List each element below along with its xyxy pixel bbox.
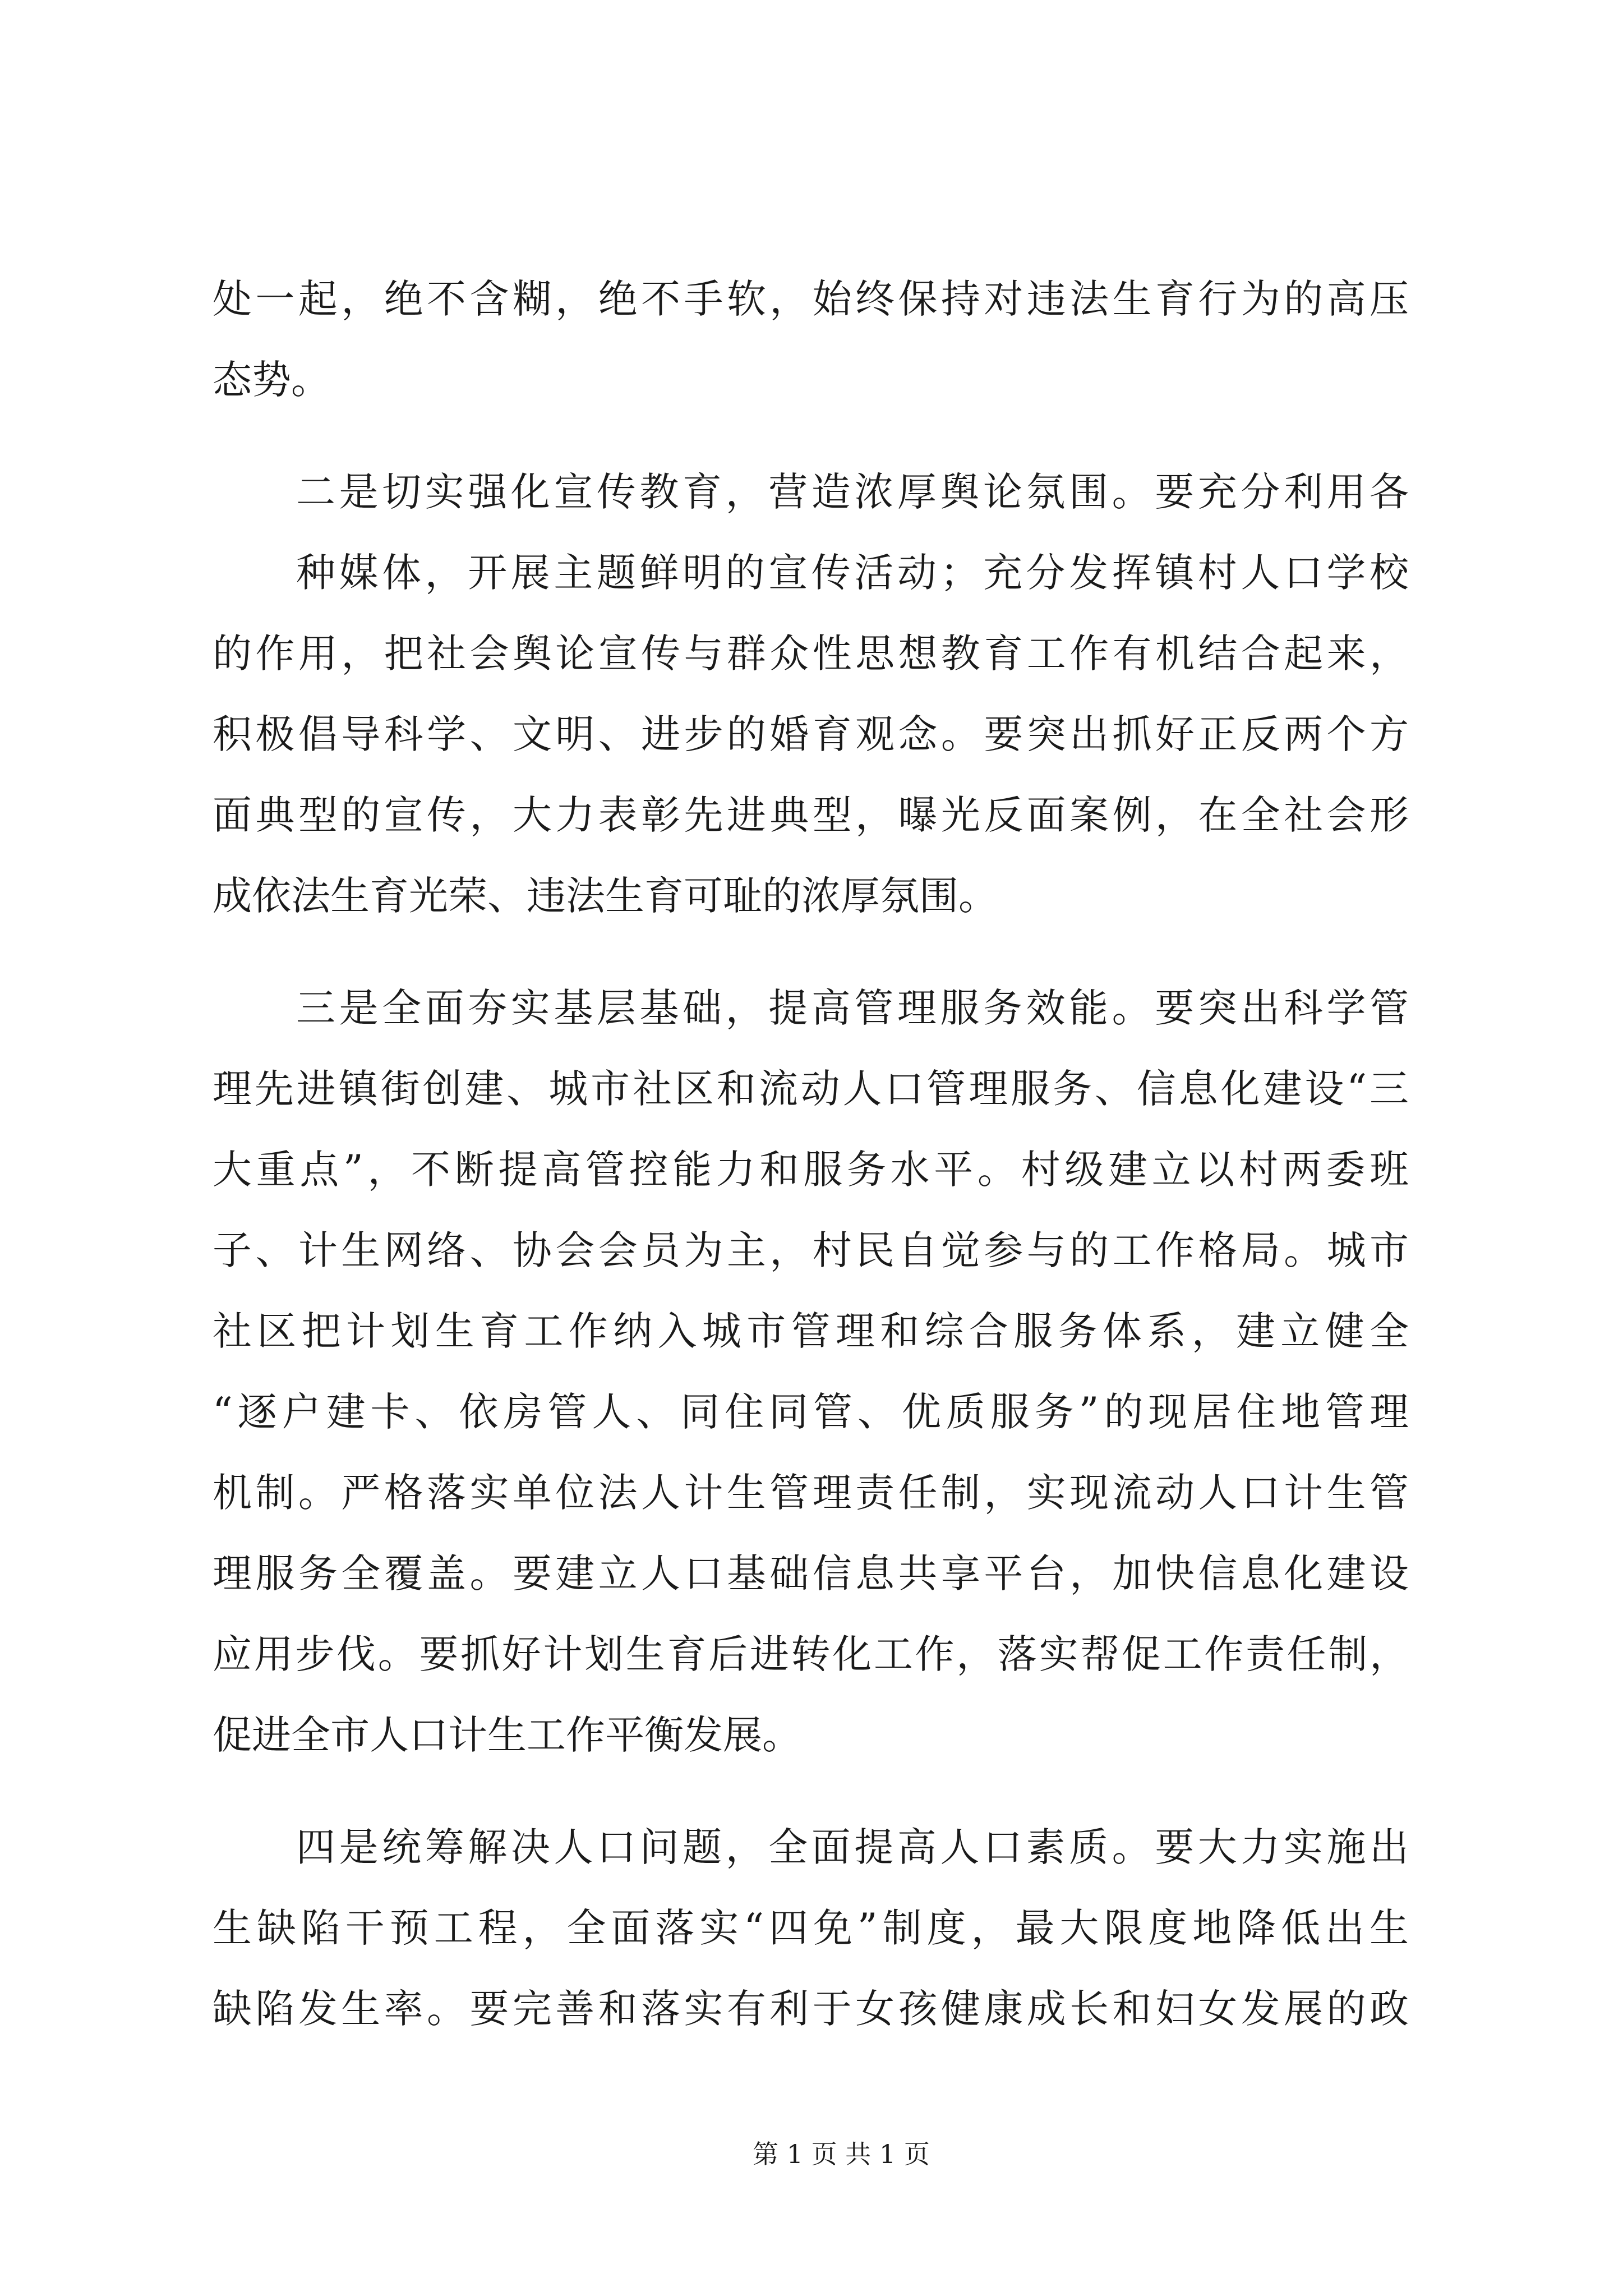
text-line: 缺陷发生率。要完善和落实有利于女孩健康成长和妇女发展的政 [213, 1986, 1409, 2032]
paragraph [213, 259, 1409, 420]
text-line: 的作用，把社会舆论宣传与群众性思想教育工作有机结合起来， [213, 631, 1409, 677]
text-line: “逐户建卡、依房管人、同住同管、优质服务”的现居住地管理 [213, 1389, 1409, 1435]
text-line: 理服务全覆盖。要建立人口基础信息共享平台，加快信息化建设 [213, 1550, 1409, 1596]
text-line: 态势。 [213, 357, 330, 403]
text-line: 成依法生育光荣、违法生育可耻的浓厚氛围。 [213, 873, 998, 919]
text-line: 促进全市人口计生工作平衡发展。 [213, 1712, 801, 1758]
text-line: 社区把计划生育工作纳入城市管理和综合服务体系，建立健全 [213, 1308, 1409, 1354]
text-line: 生缺陷干预工程，全面落实“四免”制度，最大限度地降低出生 [213, 1905, 1409, 1951]
paragraph [213, 452, 1409, 936]
text-line: 大重点”，不断提高管控能力和服务水平。村级建立以村两委班 [213, 1147, 1409, 1193]
document-body [213, 259, 1409, 2049]
text-line: 四是统筹解决人口问题，全面提高人口素质。要大力实施出 [296, 1824, 1409, 1870]
text-line: 机制。严格落实单位法人计生管理责任制，实现流动人口计生管 [213, 1470, 1409, 1516]
text-line: 子、计生网络、协会会员为主，村民自觉参与的工作格局。城市 [213, 1227, 1409, 1273]
paragraph [213, 1807, 1409, 2049]
paragraph [213, 968, 1409, 1775]
text-line: 面典型的宣传，大力表彰先进典型，曝光反面案例，在全社会形 [213, 792, 1409, 838]
text-line: 理先进镇街创建、城市社区和流动人口管理服务、信息化建设“三 [213, 1066, 1409, 1112]
text-line: 处一起，绝不含糊，绝不手软，始终保持对违法生育行为的高压 [213, 276, 1409, 322]
text-line: 二是切实强化宣传教育，营造浓厚舆论氛围。要充分利用各 [296, 469, 1409, 515]
text-line: 积极倡导科学、文明、进步的婚育观念。要突出抓好正反两个方 [213, 711, 1409, 757]
text-line: 应用步伐。要抓好计划生育后进转化工作，落实帮促工作责任制， [213, 1631, 1409, 1677]
text-line: 种媒体，开展主题鲜明的宣传活动；充分发挥镇村人口学校 [296, 550, 1409, 596]
page-number-footer: 第 1 页 共 1 页 [753, 2139, 930, 2169]
text-line: 三是全面夯实基层基础，提高管理服务效能。要突出科学管 [296, 985, 1409, 1031]
